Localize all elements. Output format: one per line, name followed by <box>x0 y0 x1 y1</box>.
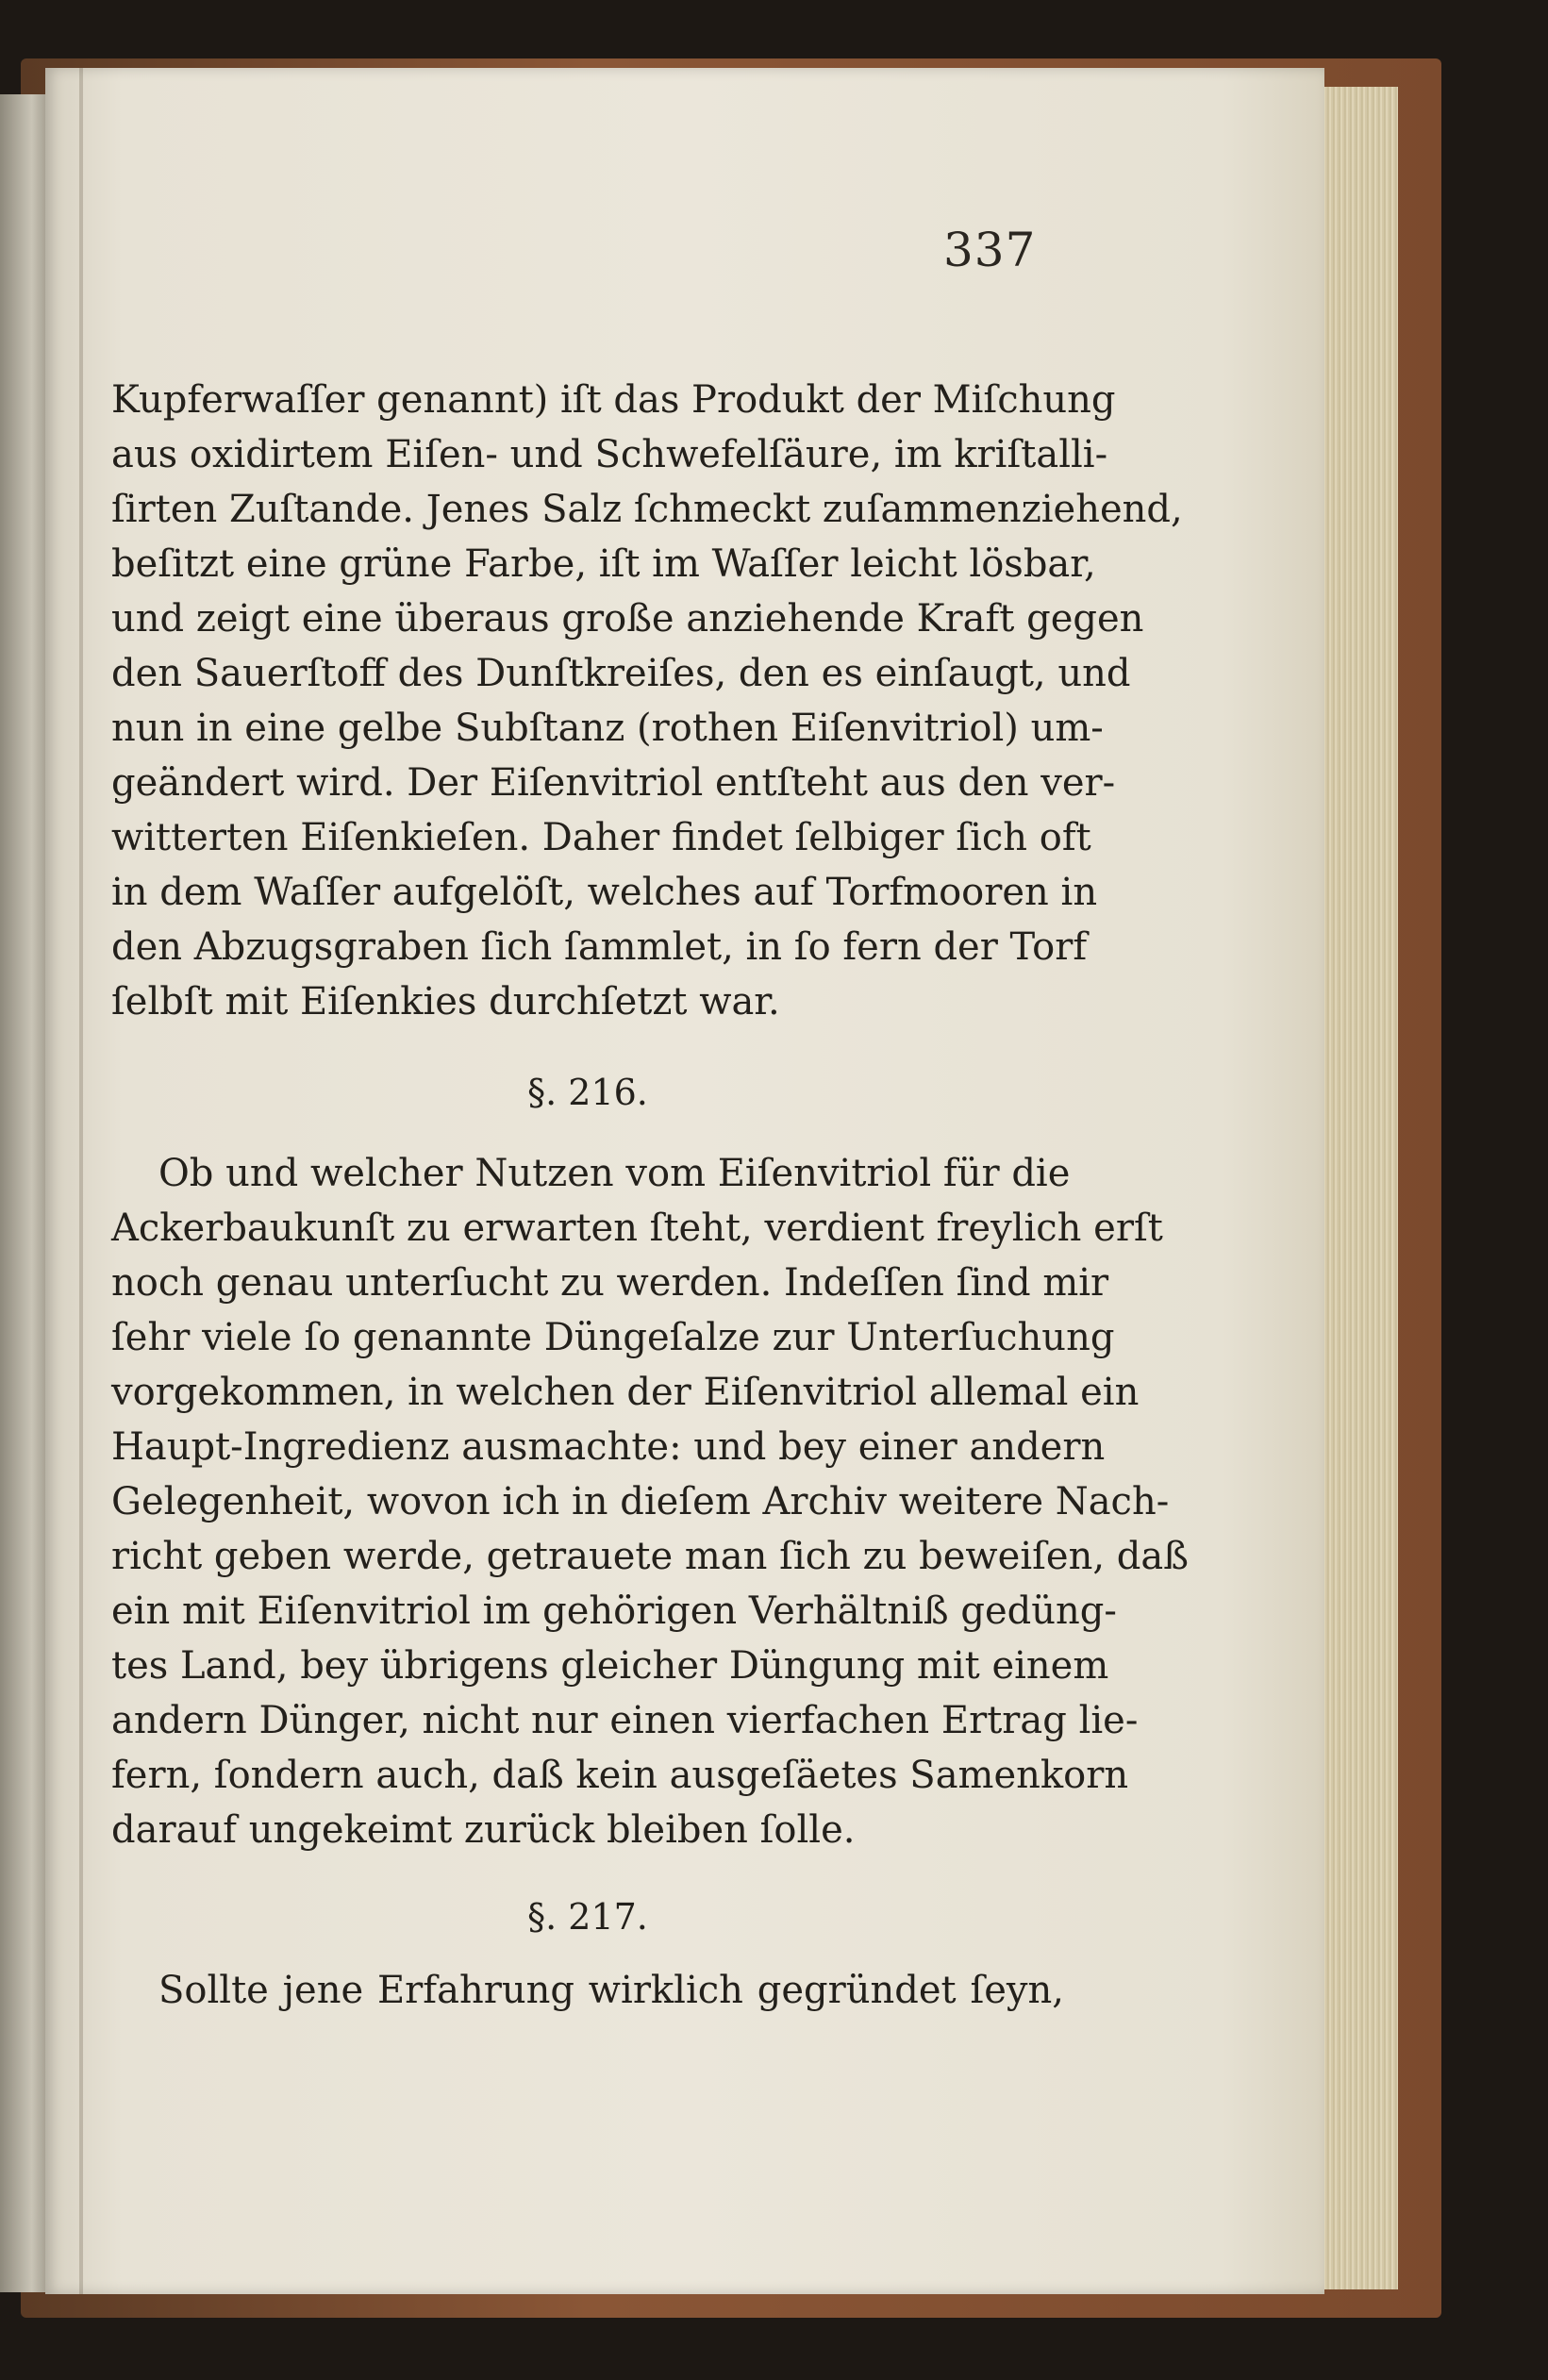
text-line: witterten Eiſenkieſen. Daher findet ſelbiger ſich oft <box>111 816 1091 859</box>
text-line: ſelbſt mit Eiſenkies durchſetzt war. <box>111 980 780 1024</box>
text-line: geändert wird. Der Eiſenvitriol entſteht aus den ver- <box>111 761 1116 805</box>
text-line: ein mit Eiſenvitriol im gehörigen Verhältniß gedüng- <box>111 1589 1117 1633</box>
text-line: Ob und welcher Nutzen vom Eiſenvitriol für die <box>158 1152 1071 1195</box>
text-line: Kupferwaſſer genannt) iſt das Produkt der Miſchung <box>111 378 1116 422</box>
text-line: Haupt-Ingredienz ausmachte: und bey einer andern <box>111 1425 1106 1469</box>
text-line: nun in eine gelbe Subſtanz (rothen Eiſenvitriol) um- <box>111 707 1104 750</box>
text-line: darauf ungekeimt zurück bleiben ſolle. <box>111 1808 856 1852</box>
page-number: 337 <box>943 223 1037 277</box>
text-line: ſirten Zuſtande. Jenes Salz ſchmeckt zuſammenziehend, <box>111 488 1183 531</box>
text-line: den Abzugsgraben ſich ſammlet, in ſo fern der Torf <box>111 925 1088 969</box>
page-edges <box>1321 87 1398 2289</box>
text-line: aus oxidirtem Eiſen- und Schwefelſäure, im kriſtalli- <box>111 433 1108 476</box>
text-line: Sollte jene Erfahrung wirklich gegründet ſeyn, <box>158 1969 1064 2012</box>
text-line: andern Dünger, nicht nur einen vierfachen Ertrag lie- <box>111 1699 1139 1742</box>
text-line: vorgekommen, in welchen der Eiſenvitriol allemal ein <box>111 1371 1140 1414</box>
text-line: und zeigt eine überaus große anziehende Kraft gegen <box>111 597 1144 641</box>
text-line: tes Land, bey übrigens gleicher Düngung mit einem <box>111 1644 1109 1688</box>
text-line: Ackerbaukunſt zu erwarten ſteht, verdient freylich erſt <box>111 1207 1163 1250</box>
text-line: in dem Waſſer aufgelöſt, welches auf Torfmooren in <box>111 871 1098 914</box>
text-line: Gelegenheit, wovon ich in dieſem Archiv weitere Nach- <box>111 1480 1170 1523</box>
section-heading-216: §. 216. <box>527 1072 648 1113</box>
text-line: ſehr viele ſo genannte Düngeſalze zur Unterſuchung <box>111 1316 1115 1359</box>
page-gutter <box>79 68 83 2294</box>
section-heading-217: §. 217. <box>527 1896 648 1938</box>
text-line: fern, ſondern auch, daß kein ausgeſäetes Samenkorn <box>111 1754 1129 1797</box>
text-line: noch genau unterſucht zu werden. Indeſſen ſind mir <box>111 1261 1109 1305</box>
left-page-edge <box>0 94 45 2292</box>
text-line: den Sauerſtoff des Dunſtkreiſes, den es einſaugt, und <box>111 652 1131 695</box>
text-line: richt geben werde, getrauete man ſich zu beweiſen, daß <box>111 1535 1189 1578</box>
text-line: beſitzt eine grüne Farbe, iſt im Waſſer leicht lösbar, <box>111 542 1096 586</box>
